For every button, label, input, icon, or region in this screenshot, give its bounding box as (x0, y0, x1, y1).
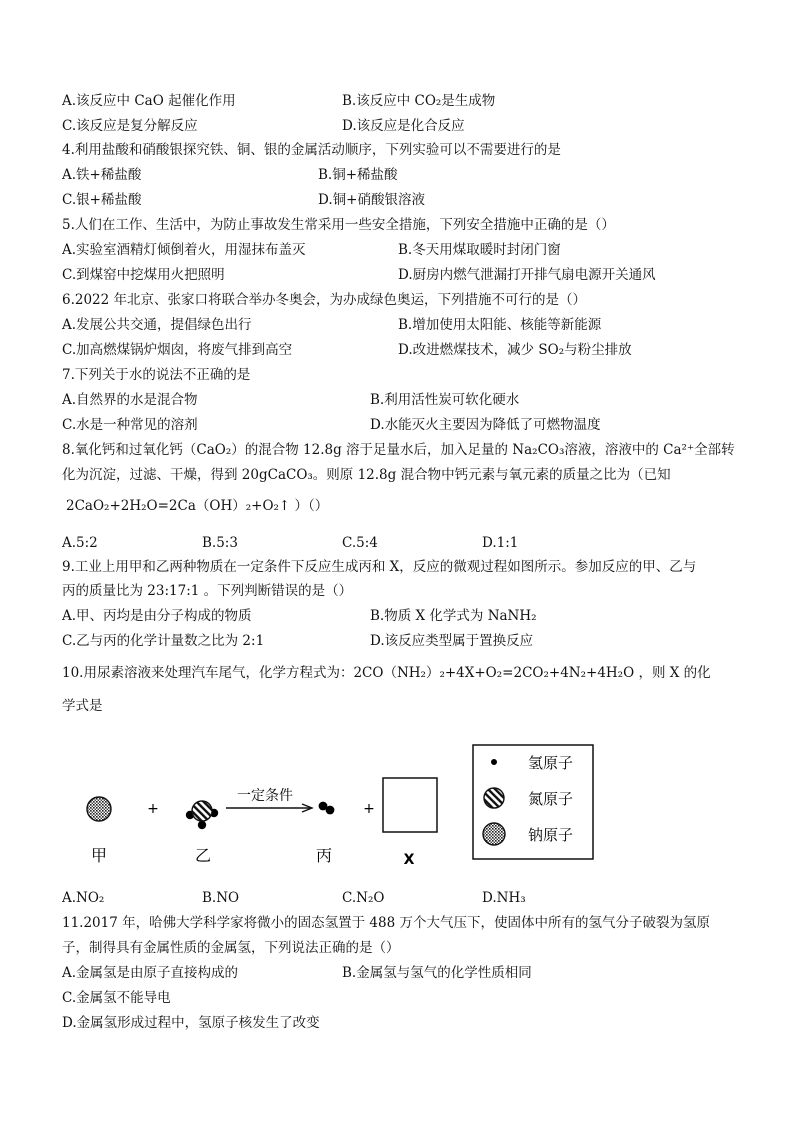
q6-option-b: B.增加使用太阳能、核能等新能源 (398, 317, 602, 333)
q5-option-a: A.实验室酒精灯倾倒着火，用湿抹布盖灭 (62, 242, 306, 258)
q11-option-d: D.金属氢形成过程中，氢原子核发生了改变 (62, 1015, 320, 1031)
q5-options-row-1 (62, 241, 742, 259)
q8-option-a: A.5:2 (62, 535, 98, 551)
q11-stem-line-1: 11.2017 年，哈佛大学科学家将微小的固态氢置于 488 万个大气压下，使固体中所有的氢气分子破裂为氢原 (62, 915, 710, 931)
label-bing: 丙 (315, 846, 333, 865)
q10-option-a: A.NO₂ (62, 890, 105, 906)
reaction-arrow-icon (226, 804, 312, 812)
q8-options-row (62, 534, 742, 552)
q7-options-row-2 (62, 416, 742, 434)
q8-option-b: B.5:3 (202, 535, 238, 551)
q7-option-a: A.自然界的水是混合物 (62, 392, 198, 408)
label-jia: 甲 (90, 846, 108, 865)
q8-equation-line: 2CaO₂+2H₂O=2Ca（OH）₂+O₂↑ ）（） (66, 498, 329, 514)
q6-options-row-2 (62, 341, 742, 359)
q11-options-row-1 (62, 964, 742, 982)
yi-ammonia-molecule-icon (186, 801, 218, 829)
q4-options-row-2 (62, 191, 742, 209)
q5-option-c: C.到煤窑中挖煤用火把照明 (62, 267, 225, 283)
q3-option-a: A.该反应中 CaO 起催化作用 (62, 93, 236, 109)
reaction-diagram (0, 720, 794, 880)
q9-option-c: C.乙与丙的化学计量数之比为 2:1 (62, 633, 265, 649)
q5-options-row-2 (62, 266, 742, 284)
q5-stem: 5.人们在工作、生活中，为防止事故发生常采用一些安全措施，下列安全措施中正确的是（） (62, 217, 615, 233)
q9-option-d: D.该反应类型属于置换反应 (370, 633, 534, 649)
q9-options-row-1 (62, 607, 742, 625)
q7-option-c: C.水是一种常见的溶剂 (62, 417, 198, 433)
q3-option-c: C.该反应是复分解反应 (62, 118, 198, 134)
q4-option-b: B.铜+稀盐酸 (318, 167, 398, 183)
q3-options-row-1 (62, 92, 742, 110)
q6-option-a: A.发展公共交通，提倡绿色出行 (62, 317, 252, 333)
reaction-condition-label: 一定条件 (237, 788, 293, 804)
q11-option-b: B.金属氢与氢气的化学性质相同 (342, 965, 532, 981)
q9-stem-line-2: 丙的质量比为 23:17:1 。下列判断错误的是（） (62, 583, 353, 599)
bing-hydrogen-molecule-icon (319, 802, 335, 815)
q11-option-a: A.金属氢是由原子直接构成的 (62, 965, 239, 981)
q10-option-c: C.N₂O (342, 890, 385, 906)
q5-option-d: D.厨房内燃气泄漏打开排气扇电源开关通风 (398, 267, 656, 283)
jia-sodium-atom-icon (87, 797, 111, 821)
q10-option-d: D.NH₃ (482, 890, 526, 906)
legend-sodium-label: 钠原子 (528, 826, 574, 844)
q10-option-b: B.NO (202, 890, 240, 906)
legend-hydrogen-label: 氢原子 (528, 754, 574, 772)
legend-nitrogen-label: 氮原子 (528, 790, 574, 808)
q11-option-c: C.金属氢不能导电 (62, 990, 171, 1006)
q9-option-b: B.物质 X 化学式为 NaNH₂ (370, 608, 537, 624)
label-yi: 乙 (194, 846, 212, 865)
q6-stem: 6.2022 年北京、张家口将联合举办冬奥会，为办成绿色奥运，下列措施不可行的是（） (62, 292, 587, 308)
q10-options-row (62, 889, 742, 907)
q7-option-b: B.利用活性炭可软化硬水 (370, 392, 520, 408)
q4-option-c: C.银+稀盐酸 (62, 192, 142, 208)
q4-options-row-1 (62, 166, 742, 184)
q7-options-row-1 (62, 391, 742, 409)
q8-stem-line-1: 8.氧化钙和过氧化钙（CaO₂）的混合物 12.8g 溶于足量水后，加入足量的 Na₂CO₃溶液，溶液中的 Ca²⁺全部转 (62, 442, 735, 458)
legend-sodium-icon (483, 823, 505, 845)
q6-option-c: C.加高燃煤锅炉烟囱，将废气排到高空 (62, 342, 293, 358)
q10-stem-line-2: 学式是 (62, 698, 103, 714)
x-empty-box (383, 778, 437, 832)
q8-option-d: D.1:1 (482, 535, 519, 551)
plus-sign-2: + (363, 801, 375, 817)
label-x: X (403, 852, 415, 868)
q3-option-b: B.该反应中 CO₂是生成物 (342, 93, 496, 109)
q6-option-d: D.改进燃煤技术，减少 SO₂与粉尘排放 (398, 342, 632, 358)
q4-option-a: A.铁+稀盐酸 (62, 167, 142, 183)
q10-stem-line-1: 10.用尿素溶液来处理汽车尾气，化学方程式为：2CO（NH₂）₂+4X+O₂=2CO₂+4N₂+4H₂O ，则 X 的化 (62, 665, 711, 681)
q8-option-c: C.5:4 (342, 535, 378, 551)
legend-hydrogen-icon (491, 759, 497, 765)
q6-options-row-1 (62, 316, 742, 334)
q4-stem: 4.利用盐酸和硝酸银探究铁、铜、银的金属活动顺序，下列实验可以不需要进行的是 (62, 142, 561, 158)
q9-option-a: A.甲、丙均是由分子构成的物质 (62, 608, 252, 624)
q3-options-row-2 (62, 117, 742, 135)
q7-option-d: D.水能灭火主要因为降低了可燃物温度 (370, 417, 601, 433)
q3-option-d: D.该反应是化合反应 (342, 118, 465, 134)
legend-nitrogen-icon (484, 788, 504, 808)
q9-options-row-2 (62, 632, 742, 650)
q8-stem-line-2: 化为沉淀，过滤、干燥，得到 20gCaCO₃。则原 12.8g 混合物中钙元素与氧元素的质量之比为（已知 (62, 467, 671, 483)
plus-sign-1: + (147, 801, 159, 817)
q9-stem-line-1: 9.工业上用甲和乙两种物质在一定条件下反应生成丙和 X，反应的微观过程如图所示。参加反应的甲、乙与 (62, 559, 697, 575)
q11-stem-line-2: 子，制得具有金属性质的金属氢，下列说法正确的是（） (62, 940, 400, 956)
q7-stem: 7.下列关于水的说法不正确的是 (62, 367, 251, 383)
q4-option-d: D.铜+硝酸银溶液 (318, 192, 425, 208)
q5-option-b: B.冬天用煤取暖时封闭门窗 (398, 242, 561, 258)
